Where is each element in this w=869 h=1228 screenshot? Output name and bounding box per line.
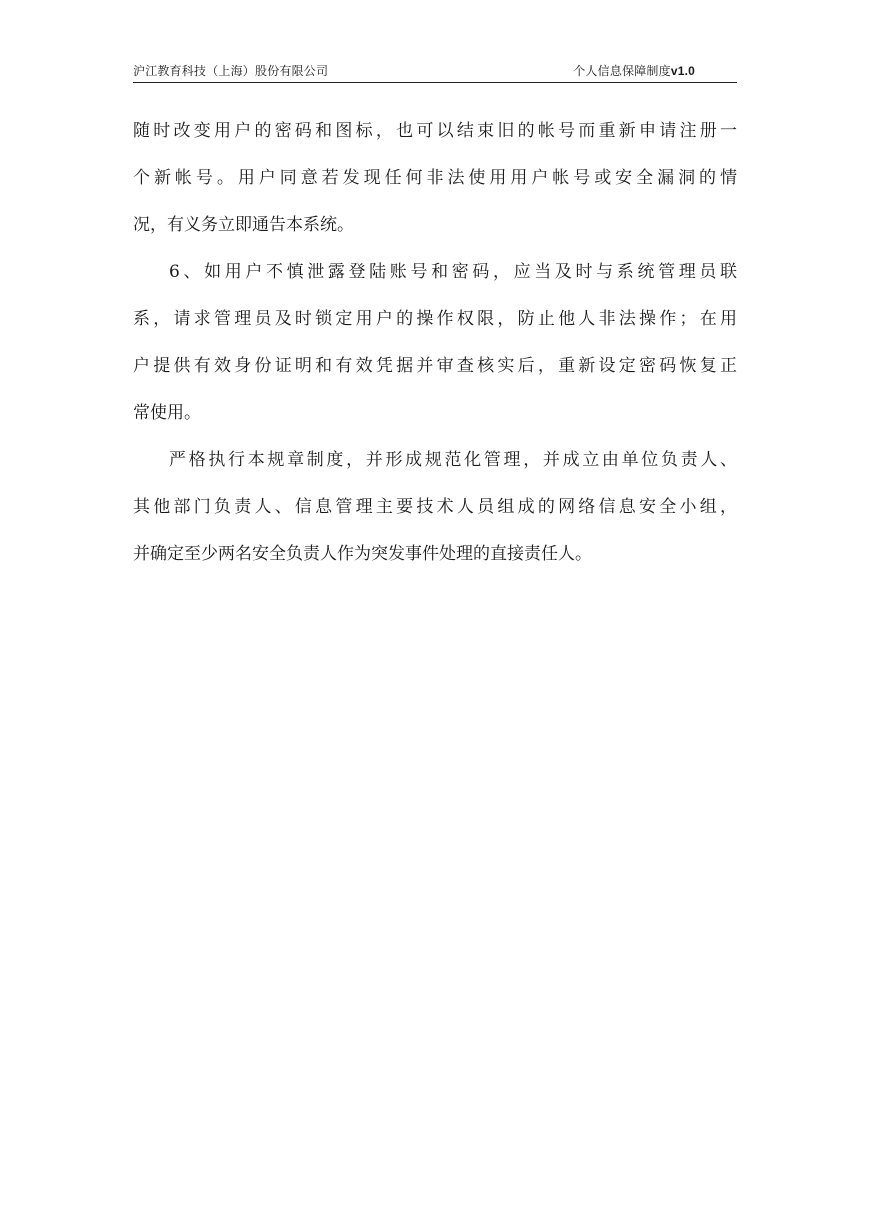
paragraph-line: 严格执行本规章制度，并形成规范化管理，并成立由单位负责人、 (169, 450, 737, 470)
document-body (133, 108, 737, 578)
paragraph-line: 常使用。 (133, 403, 201, 423)
page-header (133, 62, 737, 83)
paragraph-line: 6、如用户不慎泄露登陆账号和密码，应当及时与系统管理员联 (169, 262, 737, 282)
header-document-title (573, 64, 695, 78)
header-version: v1.0 (670, 64, 695, 78)
paragraph-item-6 (133, 249, 737, 437)
paragraph-line: 个新帐号。用户同意若发现任何非法使用用户帐号或安全漏洞的情 (133, 168, 737, 188)
header-company-name: 沪江教育科技（上海）股份有限公司 (133, 64, 329, 78)
paragraph-line: 随时改变用户的密码和图标，也可以结束旧的帐号而重新申请注册一 (133, 121, 737, 141)
paragraph-security-team (133, 437, 737, 578)
paragraph-line: 系，请求管理员及时锁定用户的操作权限，防止他人非法操作；在用 (133, 309, 737, 329)
paragraph-line: 况，有义务立即通告本系统。 (133, 215, 354, 235)
header-title-text: 个人信息保障制度 (573, 64, 671, 78)
paragraph-line: 户提供有效身份证明和有效凭据并审查核实后，重新设定密码恢复正 (133, 356, 737, 376)
paragraph-line: 其他部门负责人、信息管理主要技术人员组成的网络信息安全小组， (133, 497, 737, 517)
paragraph-line: 并确定至少两名安全负责人作为突发事件处理的直接责任人。 (133, 544, 592, 564)
paragraph-password-change (133, 108, 737, 249)
